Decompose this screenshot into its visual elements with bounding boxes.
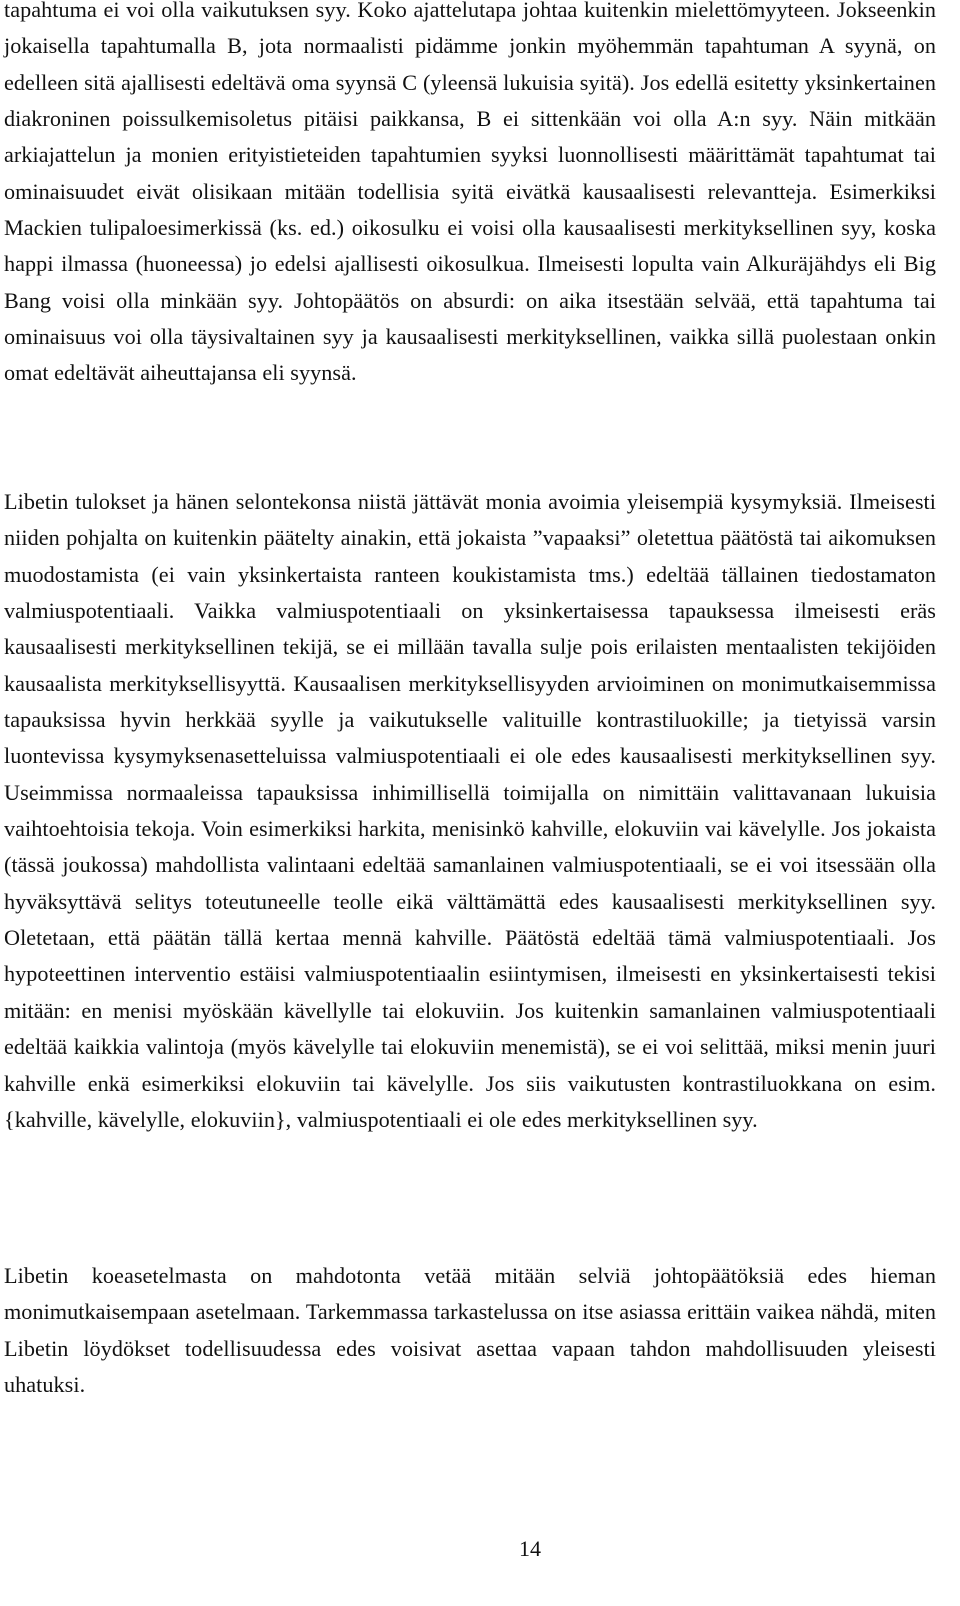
page-number: 14 <box>519 1536 541 1561</box>
paragraph-3: Libetin koeasetelmasta on mahdotonta vetää mitään selviä johtopäätöksiä edes hieman monimutkaisempaan asetelmaan. Tarkemmassa tarkastelussa on itse asiassa erittäin vaikea nähdä, miten Libetin löydökset todellisuudessa edes voisivat asettaa vapaan tahdon mahdollisuuden yleisesti uhatuksi. <box>4 1263 936 1398</box>
paragraph-1: tapahtuma ei voi olla vaikutuksen syy. Koko ajattelutapa johtaa kuitenkin mielettömyyteen. Jokseenkin jokaisella tapahtumalla B, jota normaalisti pidämme jonkin myöhemmän tapahtuman A syynä, on edelleen sitä ajallisesti edeltävä oma syynsä C (yleensä lukuisia syitä). Jos edellä esitetty yksinkertainen diakroninen poissulkemisoletus pitäisi paikkansa, B ei sittenkään voi olla A:n syy. Näin mitkään arkiajattelun ja monien erityistieteiden tapahtumien syyksi luonnollisesti määrittämät tapahtumat tai ominaisuudet eivät olisikaan mitään todellisia syitä eivätkä kausaalisesti relevantteja. Esimerkiksi Mackien tulipaloesimerkissä (ks. ed.) oikosulku ei voisi olla kausaalisesti merkityksellinen syy, koska happi ilmassa (huoneessa) jo edelsi ajallisesti oikosulkua. Ilmeisesti lopulta vain Alkuräjähdys eli Big Bang voisi olla minkään syy. Johtopäätös on absurdi: on aika itsestään selvää, että tapahtuma tai ominaisuus voi olla täysivaltainen syy ja kausaalisesti merkityksellinen, vaikka sillä puolestaan onkin omat edeltävät aiheuttajansa eli syynsä. <box>4 0 936 386</box>
paragraph-2: Libetin tulokset ja hänen selontekonsa niistä jättävät monia avoimia yleisempiä kysymyksiä. Ilmeisesti niiden pohjalta on kuitenkin päätelty ainakin, että jokaista ”vapaaksi” oletettua päätöstä tai aikomuksen muodostamista (ei vain yksinkertaista ranteen koukistamista tms.) edeltää tällainen tiedostamaton valmiuspotentiaali. Vaikka valmiuspotentiaali on yksinkertaisessa tapauksessa ilmeisesti eräs kausaalisesti merkityksellinen tekijä, se ei millään tavalla sulje pois erilaisten mentaalisten tekijöiden kausaalista merkityksellisyyttä. Kausaalisen merkityksellisyyden arvioiminen on monimutkaisemmissa tapauksissa hyvin herkkää syylle ja vaikutukselle valituille kontrastiluokille; ja tietyissä varsin luontevissa kysymyksenasetteluissa valmiuspotentiaali ei ole edes kausaalisesti merkityksellinen syy. Useimmissa normaaleissa tapauksissa inhimillisellä toimijalla on nimittäin valittavanaan lukuisia vaihtoehtoisia tekoja. Voin esimerkiksi harkita, menisinkö kahville, elokuviin vai kävelylle. Jos jokaista (tässä joukossa) mahdollista valintaani edeltää samanlainen valmiuspotentiaali, se ei voi itsessään olla hyväksyttävä selitys toteutuneelle teolle eikä välttämättä edes kausaalisesti merkityksellinen syy. Oletetaan, että päätän tällä kertaa mennä kahville. Päätöstä edeltää tämä valmiuspotentiaali. Jos hypoteettinen interventio estäisi valmiuspotentiaalin esiintymisen, ilmeisesti en yksinkertaisesti tekisi mitään: en menisi myöskään kävellylle tai elokuviin. Jos kuitenkin samanlainen valmiuspotentiaali edeltää kaikkia valintoja (myös kävelylle tai elokuviin menemistä), se ei voi selittää, miksi menin juuri kahville enkä esimerkiksi elokuviin tai kävelylle. Jos siis vaikutusten kontrastiluokkana on esim. {kahville, kävelylle, elokuviin}, valmiuspotentiaali ei ole edes merkityksellinen syy. <box>4 489 936 1132</box>
